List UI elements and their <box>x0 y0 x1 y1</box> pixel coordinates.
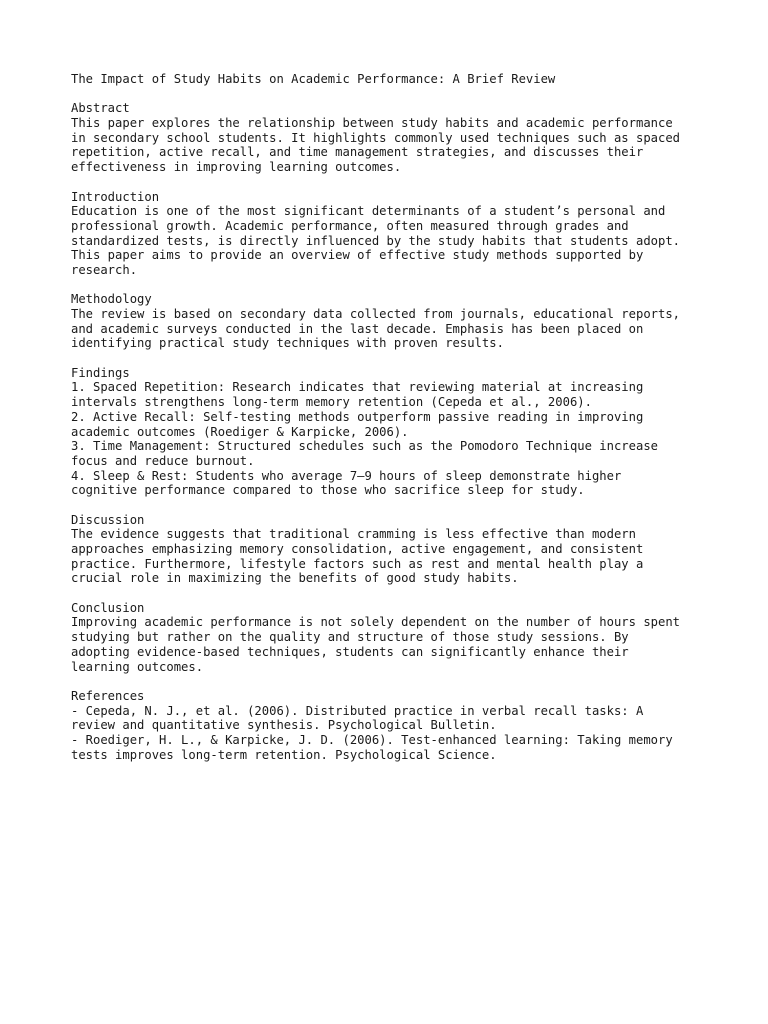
findings-line: 3. Time Management: Structured schedules such as the Pomodoro Technique increase <box>71 439 658 454</box>
abstract-line: effectiveness in improving learning outcomes. <box>71 160 402 175</box>
introduction-line: This paper aims to provide an overview of effective study methods supported by <box>71 248 644 263</box>
abstract-line: This paper explores the relationship between study habits and academic performance <box>71 116 673 131</box>
findings-line: cognitive performance compared to those who sacrifice sleep for study. <box>71 483 585 498</box>
methodology-line: and academic surveys conducted in the last decade. Emphasis has been placed on <box>71 321 644 336</box>
section-heading-discussion: Discussion <box>71 512 145 527</box>
findings-line: focus and reduce burnout. <box>71 453 255 468</box>
spacer <box>71 87 731 102</box>
introduction-line: Education is one of the most significant determinants of a student’s personal and <box>71 204 666 219</box>
section-heading-introduction: Introduction <box>71 189 160 204</box>
spacer <box>71 278 731 293</box>
document-title: The Impact of Study Habits on Academic Performance: A Brief Review <box>71 72 556 86</box>
spacer <box>71 586 731 601</box>
findings-line: 2. Active Recall: Self-testing methods outperform passive reading in improving <box>71 409 644 424</box>
findings-line: 1. Spaced Repetition: Research indicates that reviewing material at increasing <box>71 380 644 395</box>
conclusion-line: adopting evidence-based techniques, students can significantly enhance their <box>71 644 629 659</box>
methodology-line: The review is based on secondary data collected from journals, educational reports, <box>71 307 681 321</box>
findings-line: intervals strengthens long-term memory retention (Cepeda et al., 2006). <box>71 395 592 410</box>
conclusion-line: Improving academic performance is not solely dependent on the number of hours spent <box>71 615 681 630</box>
section-heading-references: References <box>71 688 145 703</box>
reference-line: tests improves long-term retention. Psychological Science. <box>71 747 497 762</box>
reference-line: - Roediger, H. L., & Karpicke, J. D. (2006). Test-enhanced learning: Taking memory <box>71 732 673 747</box>
section-heading-findings: Findings <box>71 365 130 380</box>
section-heading-conclusion: Conclusion <box>71 600 145 615</box>
spacer <box>71 351 731 366</box>
introduction-line: standardized tests, is directly influenced by the study habits that students adopt. <box>71 233 681 248</box>
conclusion-line: studying but rather on the quality and structure of those study sessions. By <box>71 630 629 645</box>
discussion-line: practice. Furthermore, lifestyle factors such as rest and mental health play a <box>71 556 644 571</box>
reference-line: review and quantitative synthesis. Psychological Bulletin. <box>71 718 497 733</box>
introduction-line: professional growth. Academic performance, often measured through grades and <box>71 218 629 233</box>
abstract-line: repetition, active recall, and time management strategies, and discusses their <box>71 145 644 160</box>
section-heading-abstract: Abstract <box>71 101 130 116</box>
spacer <box>71 674 731 689</box>
abstract-line: in secondary school students. It highlights commonly used techniques such as spaced <box>71 130 681 145</box>
spacer <box>71 498 731 513</box>
discussion-line: crucial role in maximizing the benefits of good study habits. <box>71 571 519 586</box>
reference-line: - Cepeda, N. J., et al. (2006). Distributed practice in verbal recall tasks: A <box>71 703 644 718</box>
document-page <box>71 72 731 762</box>
discussion-line: approaches emphasizing memory consolidation, active engagement, and consistent <box>71 542 644 556</box>
discussion-line: The evidence suggests that traditional cramming is less effective than modern <box>71 527 636 542</box>
conclusion-line: learning outcomes. <box>71 659 204 674</box>
findings-line: 4. Sleep & Rest: Students who average 7–9 hours of sleep demonstrate higher <box>71 468 622 483</box>
spacer <box>71 175 731 190</box>
section-heading-methodology: Methodology <box>71 292 152 307</box>
introduction-line: research. <box>71 262 138 277</box>
methodology-line: identifying practical study techniques with proven results. <box>71 336 504 351</box>
findings-line: academic outcomes (Roediger & Karpicke, 2006). <box>71 424 409 439</box>
